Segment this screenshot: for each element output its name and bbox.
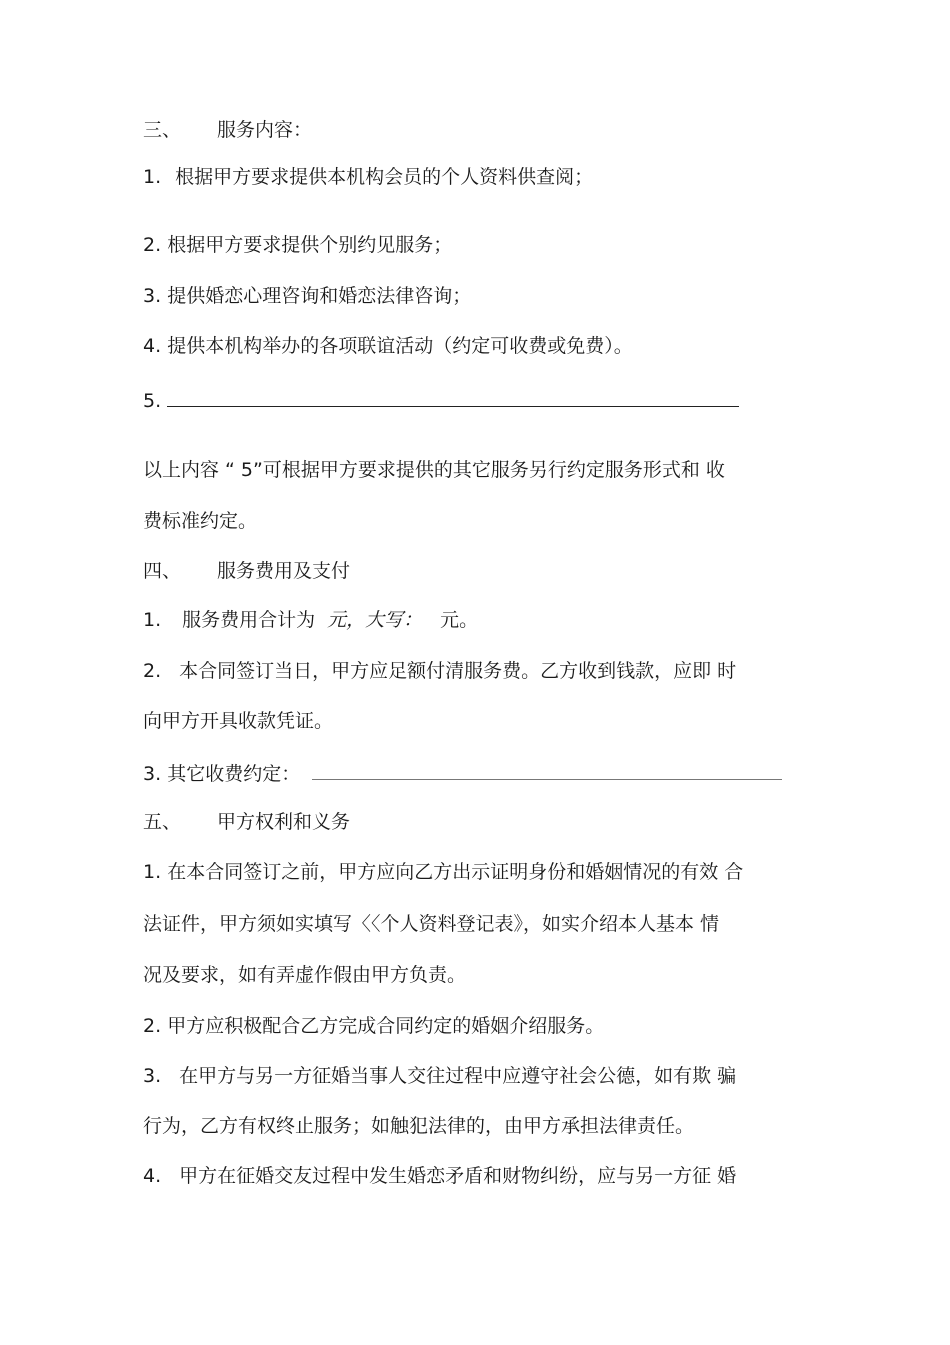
list-item: 5. [143, 386, 739, 414]
section-number: 五、 [143, 811, 182, 833]
section-title: 服务内容： [217, 119, 313, 141]
list-item: 1. 服务费用合计为 元，大写： 元。 [143, 609, 479, 631]
list-item: 2. 根据甲方要求提供个别约见服务； [143, 234, 453, 256]
paragraph-line: 行为，乙方有权终止服务；如触犯法律的，由甲方承担法律责任。 [143, 1115, 695, 1137]
list-item: 3. 在甲方与另一方征婚当事人交往过程中应遵守社会公德，如有欺 骗 [143, 1065, 737, 1087]
list-item: 3. 提供婚恋心理咨询和婚恋法律咨询； [143, 285, 472, 307]
paragraph-line: 况及要求，如有弄虚作假由甲方负责。 [143, 964, 467, 986]
section-5-heading [143, 809, 350, 835]
list-item: 2. 本合同签订当日，甲方应足额付清服务费。乙方收到钱款，应即 时 [143, 660, 737, 682]
list-item: 3. 其它收费约定： [143, 759, 782, 787]
section-4-heading [143, 558, 350, 584]
paragraph-line: 向甲方开具收款凭证。 [143, 710, 334, 732]
section-3-heading [143, 117, 312, 143]
section-title: 甲方权利和义务 [217, 811, 351, 833]
list-item: 2. 甲方应积极配合乙方完成合同约定的婚姻介绍服务。 [143, 1015, 605, 1037]
section-title: 服务费用及支付 [217, 560, 351, 582]
paragraph-line: 以上内容 “ 5”可根据甲方要求提供的其它服务另行约定服务形式和 收 [143, 459, 725, 481]
paragraph-line: 法证件，甲方须如实填写〈〈个人资料登记表》，如实介绍本人基本 情 [143, 913, 720, 935]
blank-underline [167, 386, 739, 407]
section-number: 四、 [143, 560, 182, 582]
list-item: 1. 在本合同签订之前，甲方应向乙方出示证明身份和婚姻情况的有效 合 [143, 861, 744, 883]
blank-underline [312, 759, 782, 780]
list-item: 4. 甲方在征婚交友过程中发生婚恋矛盾和财物纠纷，应与另一方征 婚 [143, 1165, 737, 1187]
list-item: 4. 提供本机构举办的各项联谊活动（约定可收费或免费）。 [143, 335, 633, 357]
list-item: 1. 根据甲方要求提供本机构会员的个人资料供查阅； [143, 166, 594, 188]
paragraph-line: 费标准约定。 [143, 510, 258, 532]
section-number: 三、 [143, 119, 182, 141]
